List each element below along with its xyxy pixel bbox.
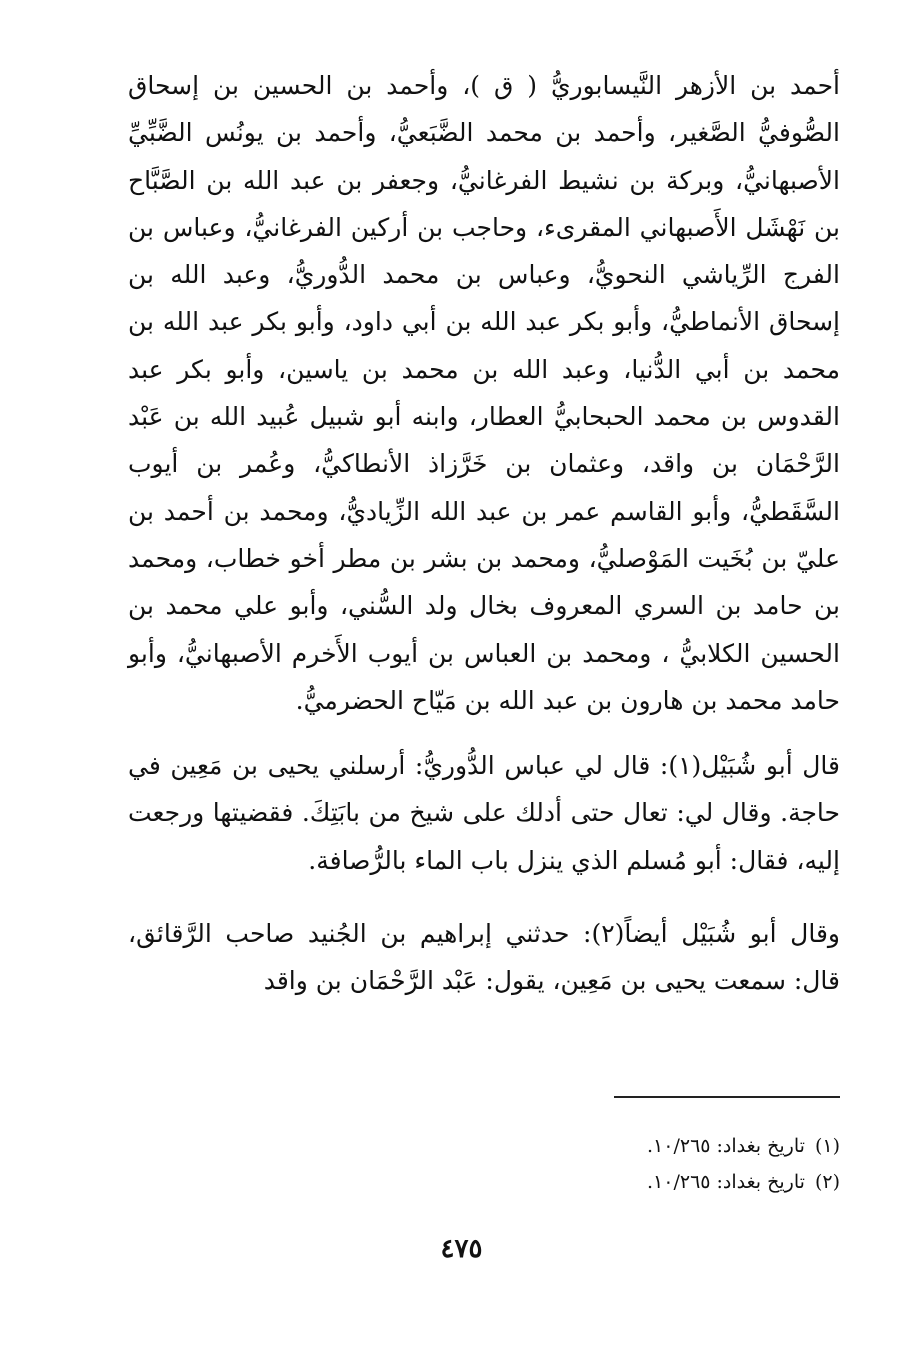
footnotes	[440, 1128, 840, 1200]
page-body	[128, 62, 840, 1005]
footnote-number: (١)	[814, 1135, 840, 1157]
footnote-divider	[614, 1096, 840, 1098]
footnote-1	[440, 1128, 840, 1164]
footnote-2	[440, 1164, 840, 1200]
page-number: ٤٧٥	[440, 1234, 483, 1264]
paragraph-abu-shubayl-first: قال أبو شُبَيْل(١): قال لي عباس الدُّوريُّ: أرسلني يحيى بن مَعِين في حاجة. وقال لي: تعال حتى أدلك على شيخ من بابَتِكَ. فقضيتها ورجعت إليه، فقال: أبو مُسلم الذي ينزل باب الماء بالرُّصافة.	[128, 751, 840, 875]
paragraph-abu-shubayl-second: وقال أبو شُبَيْل أيضاً(٢): حدثني إبراهيم بن الجُنيد صاحب الرَّقائق، قال: سمعت يحيى بن مَعِين، يقول: عَبْد الرَّحْمَان بن واقد	[128, 919, 840, 996]
footnote-text: تاريخ بغداد: ١٠/٢٦٥.	[647, 1171, 805, 1193]
footnote-text: تاريخ بغداد: ١٠/٢٦٥.	[647, 1135, 805, 1157]
paragraph-narrators-list: أحمد بن الأزهر النَّيسابوريُّ ( ق )، وأحمد بن الحسين بن إسحاق الصُّوفيُّ الصَّغير، وأحمد بن محمد الضَّبَعيُّ، وأحمد بن يونُس الضَّبِّيِّ الأصبهانيُّ، وبركة بن نشيط الفرغانيُّ، وجعفر بن عبد الله بن الصَّبَّاح بن نَهْشَل الأَصبهاني المقرىء، وحاجب بن أركين الفرغانيُّ، وعباس بن الفرج الرِّياشي النحويُّ، وعباس بن محمد الدُّوريُّ، وعبد الله بن إسحاق الأنماطيُّ، وأبو بكر عبد الله بن أبي داود، وأبو بكر عبد الله بن محمد بن أبي الدُّنيا، وعبد الله بن محمد بن ياسين، وأبو بكر عبد القدوس بن محمد الحبحابيُّ العطار، وابنه أبو شبيل عُبيد الله بن عَبْد الرَّحْمَان بن واقد، وعثمان بن خَرَّزاذ الأنطاكيُّ، وعُمر بن أيوب السَّقَطيُّ، وأبو القاسم عمر بن عبد الله الزِّياديُّ، ومحمد بن أحمد بن عليّ بن بُخَيت المَوْصليُّ، ومحمد بن بشر بن مطر أخو خطاب، ومحمد بن حامد بن السري المعروف بخال ولد السُّني، وأبو علي محمد بن الحسين الكلابيُّ ، ومحمد بن العباس بن أيوب الأَخرم الأصبهانيُّ، وأبو حامد محمد بن هارون بن عبد الله بن مَيّاح الحضرميُّ.	[128, 71, 840, 715]
footnote-number: (٢)	[814, 1171, 840, 1193]
